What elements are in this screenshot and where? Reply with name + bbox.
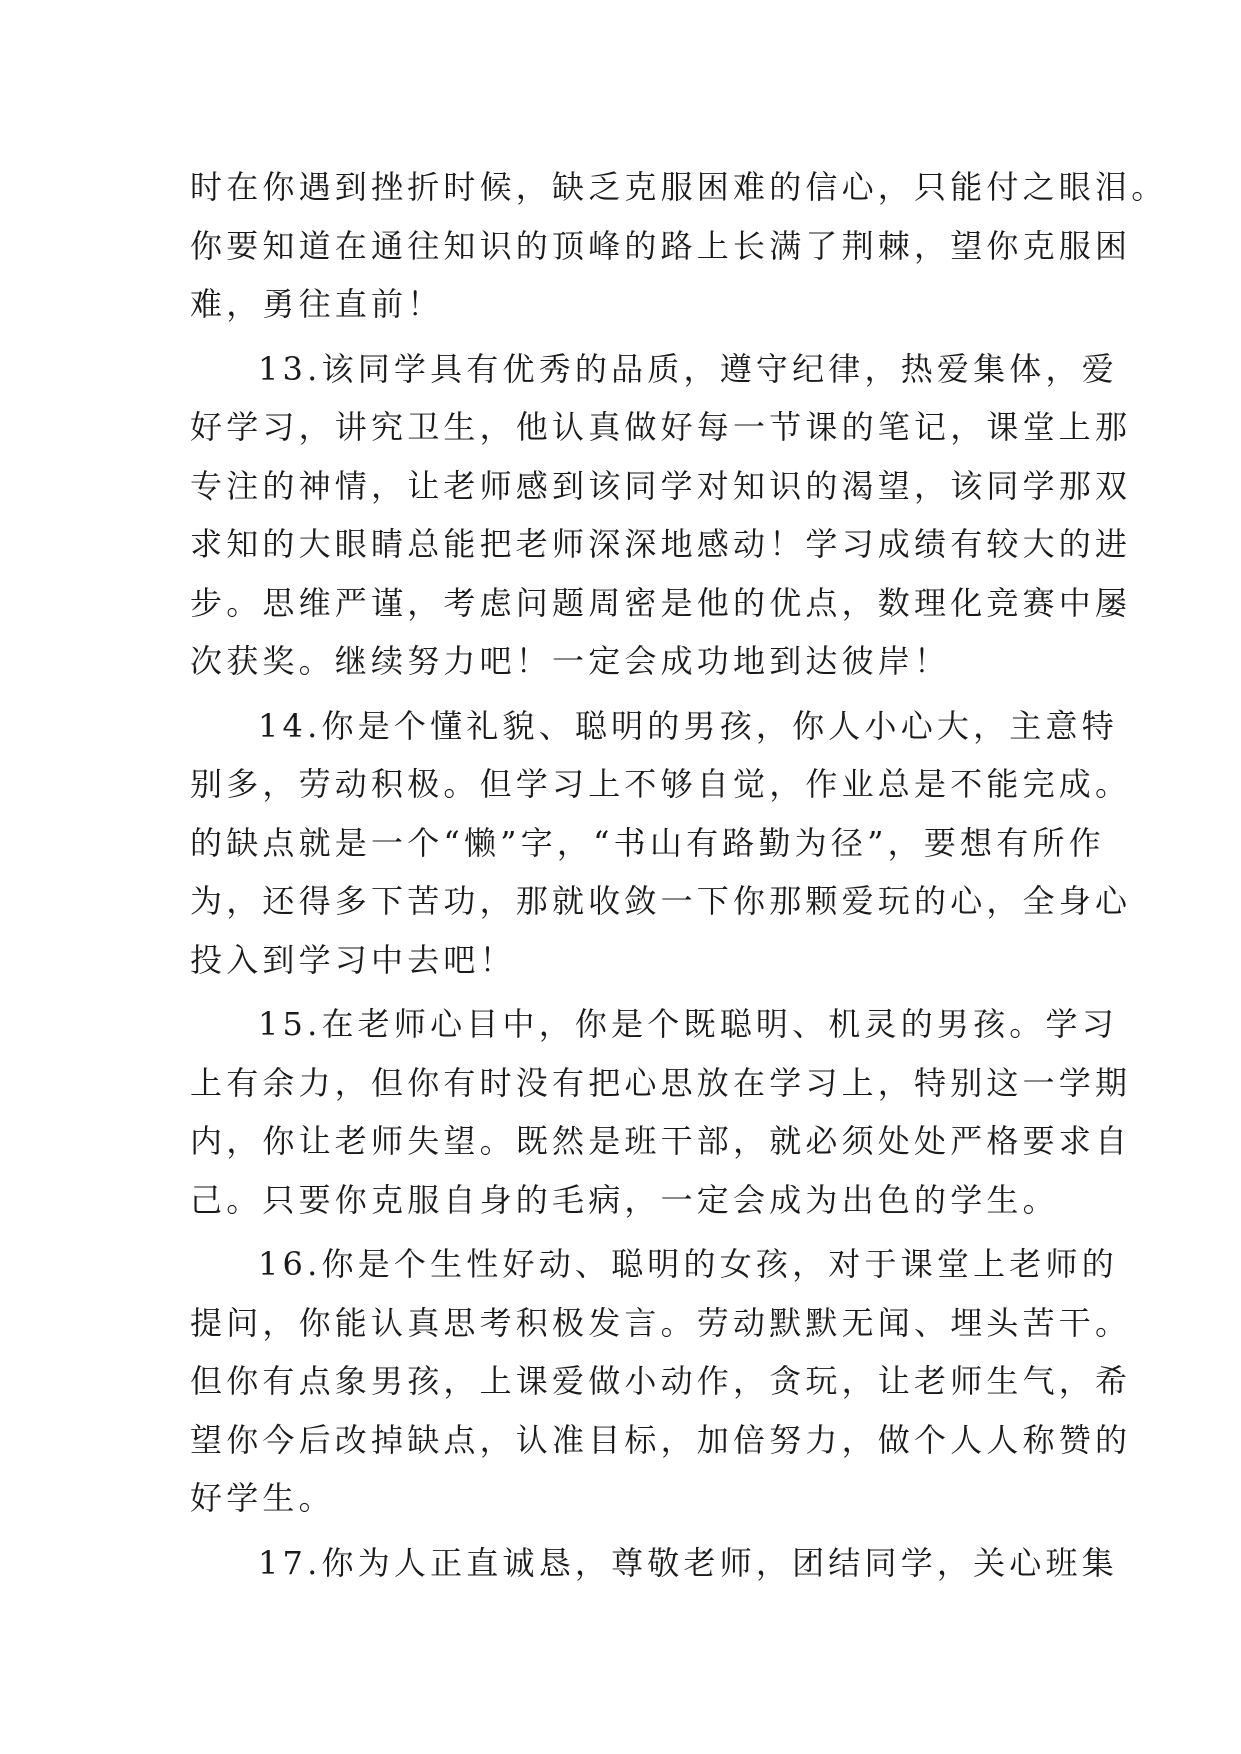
text-line: 投入到学习中去吧！ (190, 940, 516, 979)
text-line: 望你今后改掉缺点，认准目标，加倍努力，做个人人称赞的 (190, 1420, 1132, 1459)
text-line: 15.在老师心目中，你是个既聪明、机灵的男孩。学习 (258, 1005, 1118, 1043)
text-line: 时在你遇到挫折时候，缺乏克服困难的信心，只能付之眼泪。 (190, 168, 1168, 206)
text-line: 好学习，讲究卫生，他认真做好每一节课的笔记，课堂上那 (190, 408, 1132, 446)
text-line: 但你有点象男孩，上课爱做小动作，贪玩，让老师生气，希 (190, 1362, 1132, 1400)
text-line: 17.你为人正直诚恳，尊敬老师，团结同学，关心班集 (258, 1543, 1118, 1582)
text-line: 求知的大眼睛总能把老师深深地感动！学习成绩有较大的进 (190, 525, 1132, 563)
document-page (190, 158, 1168, 1598)
text-line: 己。只要你克服自身的毛病，一定会成为出色的学生。 (190, 1180, 1059, 1219)
text-line: 别多，劳动积极。但学习上不够自觉，作业总是不能完成。 (190, 765, 1132, 803)
text-line: 13.该同学具有优秀的品质，遵守纪律，热爱集体，爱 (258, 349, 1118, 388)
paragraph-item-15 (190, 995, 1132, 1229)
text-line: 提问，你能认真思考积极发言。劳动默默无闻、埋头苦干。 (190, 1303, 1132, 1342)
text-line: 难，勇往直前！ (190, 285, 444, 323)
text-line: 你要知道在通往知识的顶峰的路上长满了荆棘，望你克服困 (190, 226, 1132, 265)
text-line: 专注的神情，让老师感到该同学对知识的渴望，该同学那双 (190, 466, 1132, 505)
paragraph-item-13 (190, 340, 1132, 691)
text-line: 为，还得多下苦功，那就收敛一下你那颗爱玩的心，全身心 (190, 882, 1132, 920)
text-line: 内，你让老师失望。既然是班干部，就必须处处严格要求自 (190, 1122, 1132, 1160)
paragraph-item-14 (190, 697, 1132, 990)
text-line: 步。思维严谨，考虑问题周密是他的优点，数理化竞赛中屡 (190, 583, 1132, 622)
text-line: 14.你是个懂礼貌、聪明的男孩，你人小心大，主意特 (258, 706, 1118, 745)
text-line: 次获奖。继续努力吧！一定会成功地到达彼岸！ (190, 642, 951, 680)
text-line: 的缺点就是一个“懒”字，“书山有路勤为径”，要想有所作 (190, 823, 1105, 862)
text-line: 16.你是个生性好动、聪明的女孩，对于课堂上老师的 (258, 1245, 1118, 1283)
paragraph-item-17 (190, 1534, 1118, 1593)
paragraph-item-16 (190, 1235, 1132, 1528)
paragraph-continued (190, 158, 1168, 334)
text-line: 上有余力，但你有时没有把心思放在学习上，特别这一学期 (190, 1063, 1132, 1102)
text-line: 好学生。 (190, 1479, 335, 1517)
